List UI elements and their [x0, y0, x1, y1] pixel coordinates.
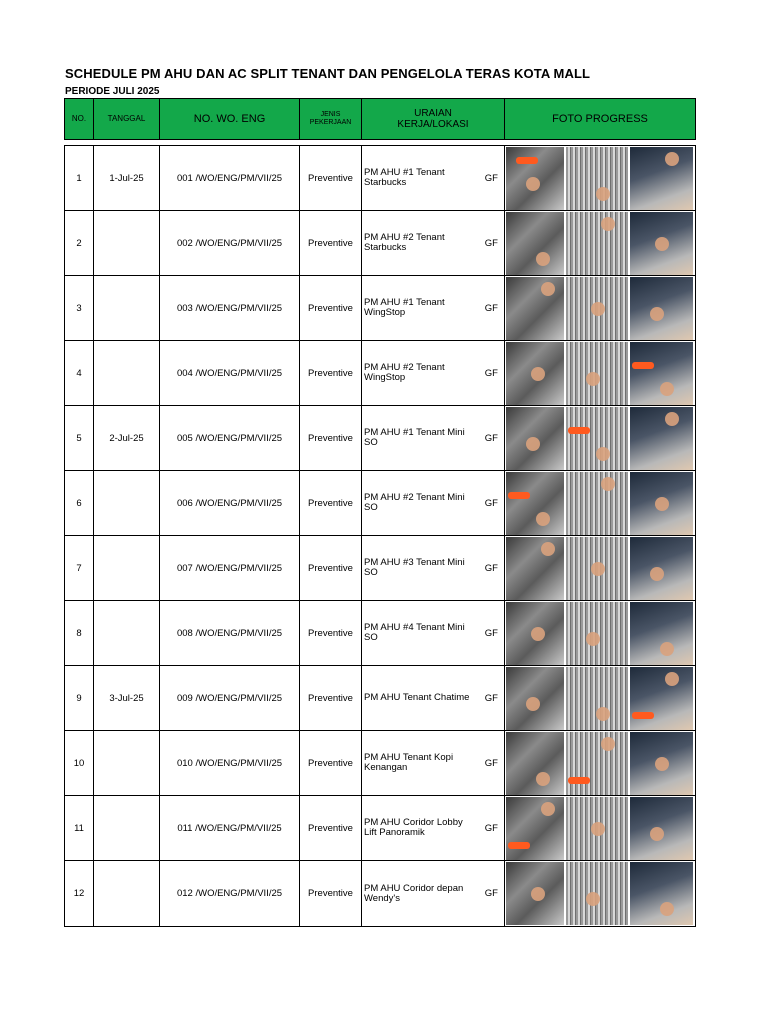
row-location: GF: [484, 562, 498, 574]
row-description: [362, 731, 505, 795]
row-work-type: Preventive: [300, 536, 362, 600]
table-row: [65, 146, 695, 211]
page-title: SCHEDULE PM AHU DAN AC SPLIT TENANT DAN PENGELOLA TERAS KOTA MALL: [65, 66, 591, 81]
row-number: 9: [65, 666, 94, 730]
progress-photo[interactable]: [566, 472, 628, 535]
spray-tool-icon: [632, 712, 654, 719]
progress-photo[interactable]: [506, 602, 564, 665]
row-wo-number: 006 /WO/ENG/PM/VII/25: [160, 471, 300, 535]
hand-icon: [660, 902, 674, 916]
row-wo-number: 012 /WO/ENG/PM/VII/25: [160, 861, 300, 926]
spray-tool-icon: [508, 842, 530, 849]
progress-photo[interactable]: [506, 472, 564, 535]
row-date: [94, 796, 160, 860]
row-location: GF: [484, 627, 498, 639]
hand-icon: [586, 632, 600, 646]
table-row: [65, 666, 695, 731]
progress-photo[interactable]: [506, 667, 564, 730]
row-number: 7: [65, 536, 94, 600]
row-number: 12: [65, 861, 94, 926]
progress-photo[interactable]: [506, 797, 564, 860]
progress-photo[interactable]: [506, 732, 564, 795]
table-row: [65, 211, 695, 276]
row-wo-number: 011 /WO/ENG/PM/VII/25: [160, 796, 300, 860]
row-description: [362, 861, 505, 926]
hand-icon: [650, 567, 664, 581]
hand-icon: [596, 187, 610, 201]
hand-icon: [536, 512, 550, 526]
row-date: [94, 861, 160, 926]
row-description-text: PM AHU #1 Tenant Mini SO: [364, 427, 465, 448]
row-description-text: PM AHU Coridor Lobby Lift Panoramik: [364, 817, 463, 838]
header-uraian: URAIAN KERJA/LOKASI: [362, 99, 505, 139]
progress-photo[interactable]: [506, 537, 564, 600]
hand-icon: [655, 237, 669, 251]
row-description: [362, 276, 505, 340]
row-work-type: Preventive: [300, 666, 362, 730]
header-no-wo: NO. WO. ENG: [160, 99, 300, 139]
progress-photo[interactable]: [566, 342, 628, 405]
table-row: [65, 796, 695, 861]
hand-icon: [601, 217, 615, 231]
row-work-type: Preventive: [300, 731, 362, 795]
progress-photo[interactable]: [630, 212, 693, 275]
row-wo-number: 003 /WO/ENG/PM/VII/25: [160, 276, 300, 340]
row-location: GF: [484, 822, 498, 834]
row-date: [94, 731, 160, 795]
row-description: [362, 341, 505, 405]
progress-photo[interactable]: [630, 862, 693, 925]
row-date: [94, 211, 160, 275]
row-description: [362, 471, 505, 535]
row-wo-number: 002 /WO/ENG/PM/VII/25: [160, 211, 300, 275]
row-description: [362, 601, 505, 665]
hand-icon: [531, 887, 545, 901]
header-foto: FOTO PROGRESS: [552, 112, 648, 125]
progress-photo[interactable]: [506, 277, 564, 340]
progress-photo[interactable]: [630, 342, 693, 405]
progress-photo[interactable]: [630, 472, 693, 535]
row-location: GF: [484, 757, 498, 769]
hand-icon: [531, 367, 545, 381]
row-number: 10: [65, 731, 94, 795]
row-photos: [505, 146, 695, 210]
progress-photo[interactable]: [630, 667, 693, 730]
header-jenis: JENIS PEKERJAAN: [300, 99, 362, 139]
progress-photo[interactable]: [566, 537, 628, 600]
row-wo-number: 010 /WO/ENG/PM/VII/25: [160, 731, 300, 795]
row-photos: [505, 861, 695, 926]
spray-tool-icon: [568, 777, 590, 784]
progress-photo[interactable]: [566, 667, 628, 730]
hand-icon: [665, 672, 679, 686]
row-work-type: Preventive: [300, 796, 362, 860]
row-location: GF: [484, 367, 498, 379]
progress-photo[interactable]: [630, 797, 693, 860]
progress-photo[interactable]: [506, 862, 564, 925]
hand-icon: [541, 542, 555, 556]
spray-tool-icon: [508, 492, 530, 499]
hand-icon: [586, 372, 600, 386]
row-work-type: Preventive: [300, 211, 362, 275]
row-date: [94, 276, 160, 340]
row-photos: [505, 211, 695, 275]
hand-icon: [596, 447, 610, 461]
progress-photo[interactable]: [630, 147, 693, 210]
row-location: GF: [484, 888, 498, 899]
hand-icon: [591, 302, 605, 316]
period-label: PERIODE JULI 2025: [65, 86, 160, 97]
row-date: [94, 341, 160, 405]
row-number: 2: [65, 211, 94, 275]
table-row: [65, 341, 695, 406]
spray-tool-icon: [516, 157, 538, 164]
hand-icon: [591, 562, 605, 576]
progress-photo[interactable]: [566, 862, 628, 925]
row-work-type: Preventive: [300, 341, 362, 405]
row-number: 11: [65, 796, 94, 860]
progress-photo[interactable]: [630, 732, 693, 795]
row-description-text: PM AHU #4 Tenant Mini SO: [364, 622, 465, 643]
row-description-text: PM AHU #2 Tenant WingStop: [364, 362, 445, 383]
row-number: 1: [65, 146, 94, 210]
table-row: [65, 861, 695, 926]
progress-photo[interactable]: [566, 732, 628, 795]
table-row: [65, 731, 695, 796]
hand-icon: [665, 412, 679, 426]
row-photos: [505, 341, 695, 405]
row-photos: [505, 601, 695, 665]
hand-icon: [526, 437, 540, 451]
row-description: [362, 211, 505, 275]
row-wo-number: 007 /WO/ENG/PM/VII/25: [160, 536, 300, 600]
hand-icon: [526, 177, 540, 191]
row-number: 3: [65, 276, 94, 340]
row-photos: [505, 666, 695, 730]
row-work-type: Preventive: [300, 276, 362, 340]
hand-icon: [660, 382, 674, 396]
row-date: [94, 601, 160, 665]
hand-icon: [650, 307, 664, 321]
row-description: [362, 406, 505, 470]
row-date: [94, 471, 160, 535]
hand-icon: [650, 827, 664, 841]
hand-icon: [531, 627, 545, 641]
progress-photo[interactable]: [566, 797, 628, 860]
table-row: [65, 276, 695, 341]
progress-photo[interactable]: [566, 277, 628, 340]
hand-icon: [586, 892, 600, 906]
row-photos: [505, 536, 695, 600]
row-description: [362, 666, 505, 730]
header-no: NO.: [65, 99, 94, 139]
row-work-type: Preventive: [300, 861, 362, 926]
table-row: [65, 601, 695, 666]
progress-photo[interactable]: [566, 147, 628, 210]
row-wo-number: 001 /WO/ENG/PM/VII/25: [160, 146, 300, 210]
hand-icon: [536, 772, 550, 786]
row-location: GF: [484, 497, 498, 509]
row-number: 4: [65, 341, 94, 405]
row-work-type: Preventive: [300, 601, 362, 665]
progress-photo[interactable]: [630, 277, 693, 340]
table-row: [65, 406, 695, 471]
spray-tool-icon: [632, 362, 654, 369]
progress-photo[interactable]: [506, 212, 564, 275]
row-description: [362, 536, 505, 600]
row-date: 3-Jul-25: [94, 666, 160, 730]
progress-photo[interactable]: [506, 342, 564, 405]
table-row: [65, 536, 695, 601]
row-description-text: PM AHU #2 Tenant Starbucks: [364, 232, 445, 253]
row-photos: [505, 471, 695, 535]
row-description-text: PM AHU #1 Tenant WingStop: [364, 297, 445, 318]
row-work-type: Preventive: [300, 406, 362, 470]
row-wo-number: 004 /WO/ENG/PM/VII/25: [160, 341, 300, 405]
progress-photo[interactable]: [506, 147, 564, 210]
hand-icon: [536, 252, 550, 266]
hand-icon: [660, 642, 674, 656]
row-description: [362, 796, 505, 860]
hand-icon: [541, 282, 555, 296]
progress-photo[interactable]: [566, 407, 628, 470]
row-wo-number: 008 /WO/ENG/PM/VII/25: [160, 601, 300, 665]
progress-photo[interactable]: [630, 602, 693, 665]
row-location: GF: [484, 172, 498, 184]
schedule-table: [64, 145, 696, 927]
row-description-text: PM AHU Tenant Kopi Kenangan: [364, 752, 454, 773]
progress-photo[interactable]: [630, 537, 693, 600]
row-work-type: Preventive: [300, 471, 362, 535]
hand-icon: [655, 497, 669, 511]
row-location: GF: [484, 237, 498, 249]
hand-icon: [541, 802, 555, 816]
row-number: 6: [65, 471, 94, 535]
row-date: 1-Jul-25: [94, 146, 160, 210]
row-location: GF: [484, 432, 498, 444]
row-description-text: PM AHU #2 Tenant Mini SO: [364, 492, 465, 513]
row-description-text: PM AHU Tenant Chatime: [364, 692, 470, 704]
row-number: 8: [65, 601, 94, 665]
row-photos: [505, 796, 695, 860]
progress-photo[interactable]: [566, 212, 628, 275]
hand-icon: [591, 822, 605, 836]
hand-icon: [665, 152, 679, 166]
row-photos: [505, 276, 695, 340]
header-tanggal: TANGGAL: [94, 99, 160, 139]
row-work-type: Preventive: [300, 146, 362, 210]
row-date: [94, 536, 160, 600]
row-description-text: PM AHU Coridor depan Wendy's: [364, 882, 464, 904]
progress-photo[interactable]: [566, 602, 628, 665]
row-number: 5: [65, 406, 94, 470]
hand-icon: [526, 697, 540, 711]
row-location: GF: [484, 692, 498, 704]
row-location: GF: [484, 302, 498, 314]
hand-icon: [655, 757, 669, 771]
row-description: [362, 146, 505, 210]
table-row: [65, 471, 695, 536]
row-description-text: PM AHU #3 Tenant Mini SO: [364, 557, 465, 578]
progress-photo[interactable]: [506, 407, 564, 470]
hand-icon: [601, 737, 615, 751]
row-photos: [505, 731, 695, 795]
row-wo-number: 009 /WO/ENG/PM/VII/25: [160, 666, 300, 730]
hand-icon: [596, 707, 610, 721]
hand-icon: [601, 477, 615, 491]
row-date: 2-Jul-25: [94, 406, 160, 470]
row-description-text: PM AHU #1 Tenant Starbucks: [364, 167, 445, 188]
table-header: [64, 98, 696, 140]
row-wo-number: 005 /WO/ENG/PM/VII/25: [160, 406, 300, 470]
progress-photo[interactable]: [630, 407, 693, 470]
row-photos: [505, 406, 695, 470]
spray-tool-icon: [568, 427, 590, 434]
